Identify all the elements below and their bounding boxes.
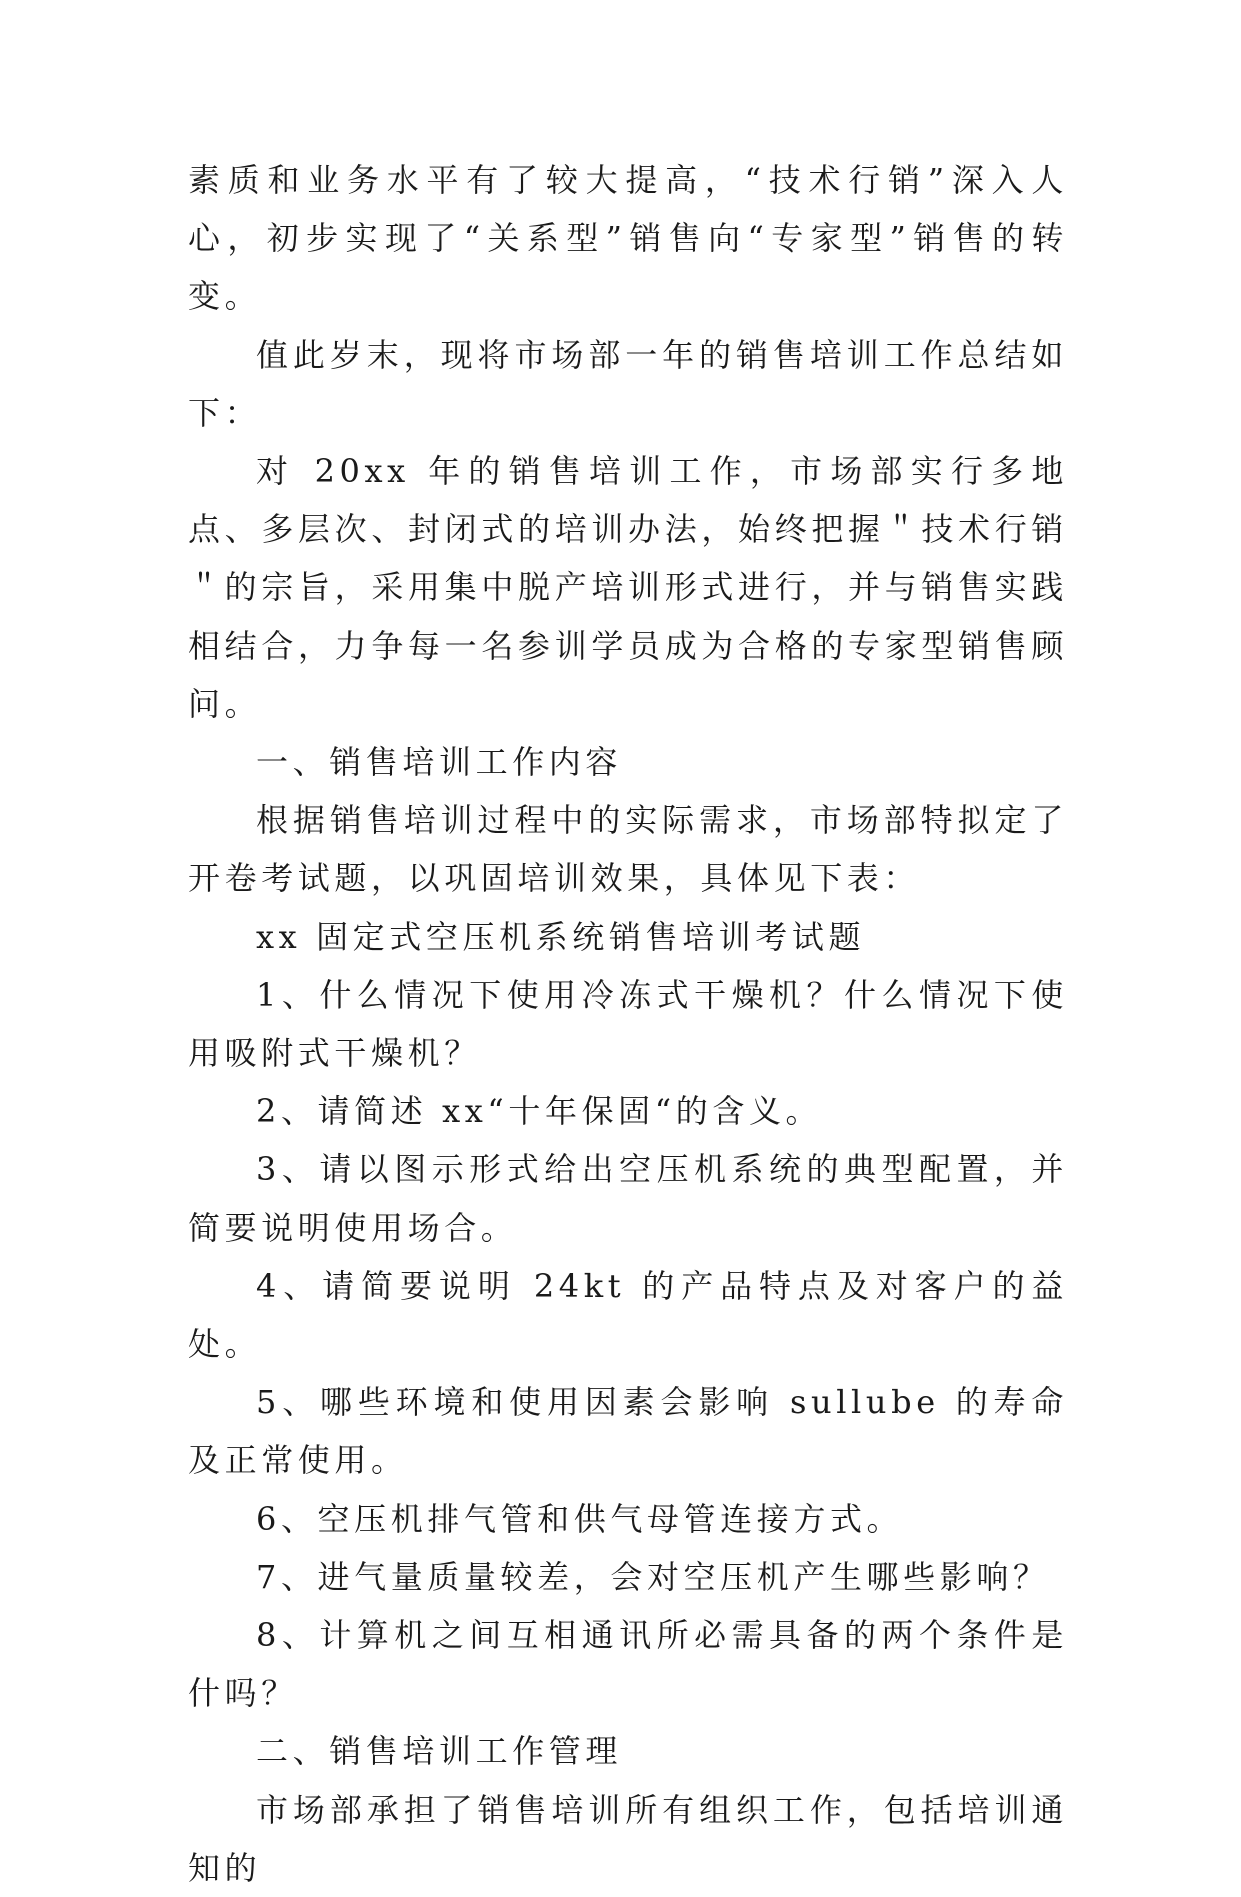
paragraph: 对 20xx 年的销售培训工作，市场部实行多地点、多层次、封闭式的培训办法，始终把握＂技术行销＂的宗旨，采用集中脱产培训形式进行，并与销售实践相结合，力争每一名参训学员成为合格的专家型销售顾问。 — [188, 452, 1068, 723]
paragraph: 素质和业务水平有了较大提高，“技术行销”深入人心，初步实现了“关系型”销售向“专家型”销售的转变。 — [188, 161, 1068, 316]
paragraph: 值此岁末，现将市场部一年的销售培训工作总结如下： — [188, 335, 1068, 432]
question-item: 5、哪些环境和使用因素会影响 sullube 的寿命及正常使用。 — [188, 1383, 1068, 1480]
question-item: 1、什么情况下使用冷冻式干燥机？什么情况下使用吸附式干燥机？ — [188, 975, 1068, 1073]
question-item: 2、请简述 xx“十年保固“的含义。 — [256, 1092, 823, 1131]
question-item: 7、进气量质量较差，会对空压机产生哪些影响？ — [256, 1557, 1050, 1596]
section-heading: 二、销售培训工作管理 — [256, 1732, 623, 1771]
question-item: 4、请简要说明 24kt 的产品特点及对客户的益处。 — [188, 1266, 1068, 1364]
exam-title: xx 固定式空压机系统销售培训考试题 — [256, 917, 866, 956]
question-item: 3、请以图示形式给出空压机系统的典型配置，并简要说明使用场合。 — [188, 1150, 1068, 1247]
question-item: 8、计算机之间互相通讯所必需具备的两个条件是什吗？ — [188, 1616, 1068, 1713]
section-heading: 一、销售培训工作内容 — [256, 743, 623, 782]
paragraph: 根据销售培训过程中的实际需求，市场部特拟定了开卷考试题，以巩固培训效果，具体见下表： — [188, 801, 1068, 898]
document-body — [188, 151, 1068, 1897]
question-item: 6、空压机排气管和供气母管连接方式。 — [256, 1499, 904, 1538]
paragraph: 市场部承担了销售培训所有组织工作，包括培训通知的 — [188, 1790, 1068, 1887]
